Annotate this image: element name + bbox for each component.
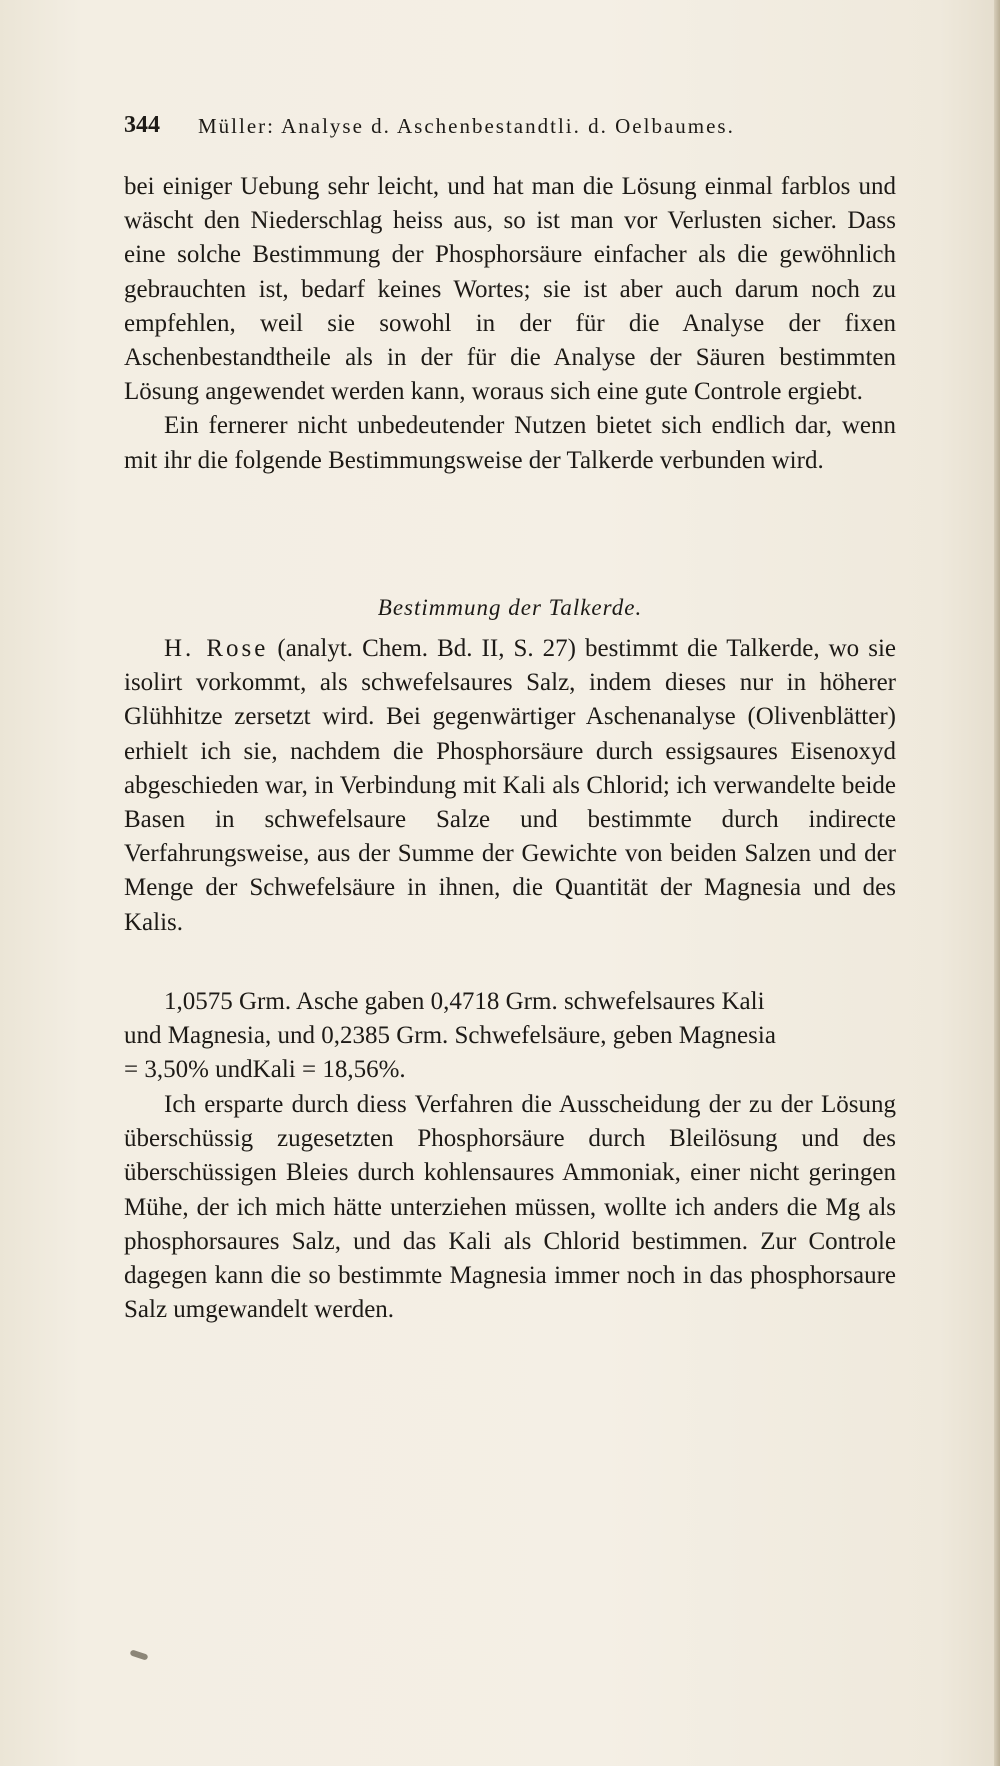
body-text-middle: [124, 632, 896, 940]
result-line: und Magnesia, und 0,2385 Grm. Schwefelsäure, geben Magnesia: [124, 1022, 776, 1050]
page-header: [124, 112, 894, 148]
result-line: 1,0575 Grm. Asche gaben 0,4718 Grm. schwefelsaures Kali: [164, 988, 765, 1015]
section-heading: Bestimmung der Talkerde.: [377, 595, 643, 620]
page-number: 344: [124, 112, 160, 138]
results-block: [124, 985, 896, 1088]
page-edge: [994, 0, 1000, 1766]
paragraph: [124, 632, 896, 940]
paragraph: bei einiger Uebung sehr leicht, und hat man die Lösung einmal farblos und wäscht den Niederschlag heiss aus, so ist man vor Verlusten sicher. Dass eine solche Bestimmung der Phosphorsäure einfacher als die gewöhnlich gebrauchten ist, bedarf keines Wortes; sie ist aber auch darum noch zu empfehlen, weil sie sowohl in der für die Analyse der fixen Aschenbestandtheile als in der für die Analyse der Säuren bestimmten Lösung angewendet werden kann, woraus sich eine gute Controle ergiebt.: [124, 173, 896, 406]
body-text-top: [124, 170, 896, 478]
running-head: Müller: Analyse d. Aschenbestandtli. d. Oelbaumes.: [198, 114, 735, 138]
result-line: = 3,50% undKali = 18,56%.: [124, 1056, 406, 1084]
paragraph-text: (analyt. Chem. Bd. II, S. 27) bestimmt die Talkerde, wo sie isolirt vorkommt, als schwefelsaures Salz, indem dieses nur in höherer Glühhitze zersetzt wird. Bei gegenwärtiger Aschenanalyse (Olivenblätter) erhielt ich sie, nachdem die Phosphorsäure durch essigsaures Eisenoxyd abgeschieden war, in Verbindung mit Kali als Chlorid; ich verwandelte beide Basen in schwefelsaure Salze und bestimmte durch indirecte Verfahrungsweise, aus der Summe der Gewichte von beiden Salzen und der Menge der Schwefelsäure in ihnen, die Quantität der Magnesia und des Kalis.: [124, 635, 896, 936]
body-text-bottom: [124, 1088, 896, 1327]
ink-mark: [130, 1649, 149, 1660]
author-name: H. Rose: [164, 635, 269, 662]
paragraph: Ich ersparte durch diess Verfahren die Ausscheidung der zu der Lösung überschüssig zugesetzten Phosphorsäure durch Bleilösung und des überschüssigen Bleies durch kohlensaures Ammoniak, einer nicht geringen Mühe, der ich mich hätte unterziehen müssen, wollte ich anders die Mg als phosphorsaures Salz, und das Kali als Chlorid bestimmen. Zur Controle dagegen kann die so bestimmte Magnesia immer noch in das phosphorsaure Salz umgewandelt werden.: [124, 1091, 896, 1324]
paragraph: Ein fernerer nicht unbedeutender Nutzen bietet sich endlich dar, wenn mit ihr die folgende Bestimmungsweise der Talkerde verbunden wird.: [124, 412, 896, 474]
